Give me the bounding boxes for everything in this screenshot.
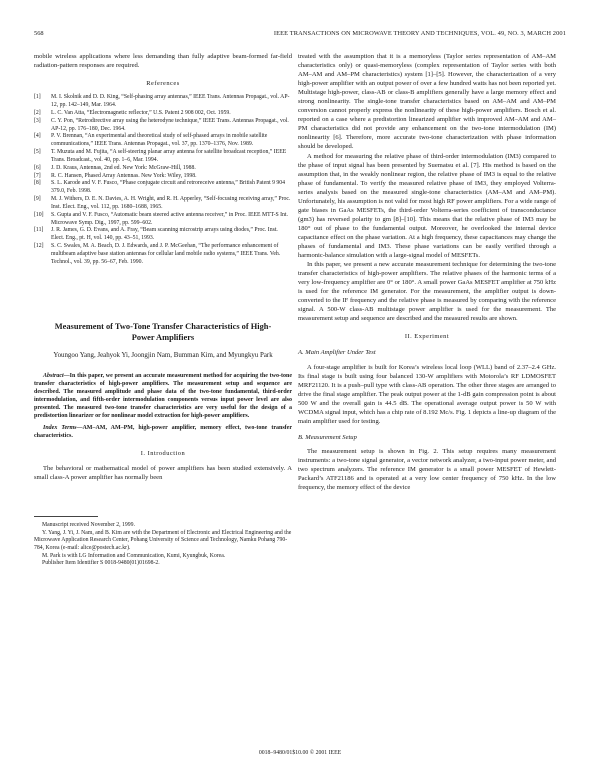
reference-text: S. L. Karode and V. F. Fusco, “Phase conjugate circuit and retroreceive antenna,” British Patent 9 904 379.0, Feb. 1998. [51, 180, 286, 195]
index-terms [34, 424, 292, 440]
reference-number: [7] [34, 172, 41, 179]
reference-number: [5] [34, 149, 41, 156]
subsection-heading: B. Measurement Setup [298, 433, 357, 441]
abstract-label: Abstract— [43, 372, 70, 379]
reference-number: [11] [34, 227, 44, 234]
index-terms-text: AM–AM, AM–PM, high-power amplifier, memory effect, two-tone transfer characteristics. [34, 424, 292, 440]
introduction-heading: I. Introduction [140, 450, 186, 458]
reference-item [34, 165, 292, 173]
footnote: Manuscript received November 2, 1999. [42, 522, 135, 529]
reference-text: J. R. James, G. D. Evans, and A. Fray, “Beam scanning microstrip arrays using diodes,” Proc. Inst. Elect. Eng., pt. H, vol. 140, pp. 43–51, 1993. [51, 227, 278, 242]
reference-number: [9] [34, 196, 41, 203]
reference-item [34, 212, 292, 228]
reference-item [34, 149, 292, 165]
reference-text: L. C. Van Atta, “Electromagnetic reflector,” U.S. Patent 2 908 002, Oct. 1959. [51, 109, 231, 116]
reference-item [34, 196, 292, 212]
reference-text: J. D. Kraus, Antennas, 2nd ed. New York: McGraw-Hill, 1988. [51, 164, 196, 171]
reference-item [34, 94, 292, 110]
left-continuation-paragraph: mobile wireless applications where less demanding than fully adaptive beam-formed far-field radiation-pattern responses are required. [34, 53, 292, 70]
body-paragraph: A method for measuring the relative phase of third-order intermodulation (IM3) compared to the phase of input signal has been presented by Suematsu et al. [7]. His method is based on the assumption that, in the weakly nonlinear region, the relative phase of IM3 is equal to the relative phase of fundamental. To verify the measured relative phase of IM3, they employed Volterra-series analysis based on the measured single-tone characteristics (AM–AM and AM–PM). Unfortunately, his assumption is not valid for most high RF power amplifiers. For a wide range of gate biases in GaAs MESFETs, the third-order Volterra-series coefficient of transconductance (gm3) has reversed polarity to gm [8]–[10]. This means that the relative phase of IM3 may be 180° out of phase to the fundamental output. Moreover, he overlooked the internal device capacitance effect on the phase variation. At a high frequency, these capacitances may change the phases of fundamental and IM3. These phase variations can be easily verified through a harmonic-balance simulation with a large-signal model of MESFETs. [298, 152, 556, 260]
reference-number: [8] [34, 180, 41, 187]
reference-item [34, 243, 292, 267]
footnote-rule [34, 516, 98, 517]
reference-text: P. V. Brennan, “An experimental and theoretical study of self-phased arrays in mobile satellite communications,” IEEE Trans. Antennas Propagat., vol. 37, pp. 1370–1376, Nov. 1989. [51, 133, 268, 148]
body-paragraph: A four-stage amplifier is built for Korea’s wireless local loop (WLL) band of 2.37–2.4 GHz. Its final stage is built using four balanced 130-W amplifiers with Motorola’s RF LDMOSFET MRF21120. It is a push–pull type with class-AB operation. The other three stages are arranged to drive the final stage amplifier. The peak output power at the 1-dB gain compression point is about 500 W and the overall gain is 44.5 dB. The operational average output power is 50 W with WCDMA signal input, which has a chip rate of 8.192 Mc/s. Fig. 1 depicts a line-up diagram of the main amplifier used for testing. [298, 363, 556, 425]
journal-running-head: IEEE TRANSACTIONS ON MICROWAVE THEORY AND TECHNIQUES, VOL. 49, NO. 3, MARCH 2001 [273, 30, 566, 37]
footnote: Publisher Item Identifier S 0018-9480(01)01698-2. [42, 560, 160, 567]
abstract [34, 372, 292, 420]
copyright-footer: 0018–9480/01$10.00 © 2001 IEEE [258, 750, 342, 756]
reference-text: R. C. Hansen, Phased Array Antennas. New York: Wiley, 1998. [51, 172, 197, 179]
subsection-heading: A. Main Amplifier Under Test [298, 349, 376, 357]
reference-number: [3] [34, 117, 41, 124]
body-paragraph: In this paper, we present a new accurate measurement technique for determining the two-tone transfer characteristics of high-power amplifiers. The relative phases of the harmonic terms of a very low-frequency amplifier are 0° or 180°. A small power GaAs MESFET amplifier at 750 kHz is used for the reference IM generator. For the measurement, the amplifier output is down-converted to the IF frequency and the relative phase is measured by comparing with the reference signal. A 500-W class-AB multistage power amplifier is used for the measurement. The measurement setup and sequence are described and the measured results are shown. [298, 261, 556, 323]
right-column [298, 52, 556, 492]
reference-item [34, 227, 292, 243]
reference-text: C. Y. Pon, “Retrodirective array using the heterodyne technique,” IEEE Trans. Antennas Propagat., vol. AP-12, pp. 176–180, Dec. 1964. [51, 117, 289, 132]
reference-item [34, 110, 292, 118]
reference-number: [2] [34, 109, 41, 116]
footnote: M. Park is with LG Information and Communication, Kumi, Kyungbuk, Korea. [42, 552, 226, 559]
reference-number: [6] [34, 164, 41, 171]
body-paragraph: The measurement setup is shown in Fig. 2. This setup requires many measurement instruments: a two-tone signal generator, a vector network analyzer, a two-input power meter, and two spectrum analyzers. The reference IM generator is a small power MESFET of Hewlett-Packard’s ATF21186 and is operated at a very low center frequency of 750 kHz. In the low frequency, the memory effect of the device [298, 447, 556, 492]
references-heading: References [146, 80, 180, 88]
reference-number: [10] [34, 211, 44, 218]
abstract-text: In this paper, we present an accurate measurement method for acquiring the two-tone transfer characteristics of high-power amplifiers. The measurement setup and sequence are described. The measured amplitude and phase data of the two-tone fundamental, third-order intermodulation, and fifth-order intermodulation components versus input power level are also presented. The measured two-tone transfer characteristics are very useful for the design of a predistortion linearizer or for nonlinear model extraction for high-power amplifiers. [34, 372, 292, 419]
reference-text: S. Gupta and V. F. Fusco, “Automatic beam steered active antenna receiver,” in Proc. IEEE MTT-S Int. Microwave Symp. Dig., 1997, pp. 599–602. [51, 211, 288, 226]
reference-text: T. Muzuta and M. Fujita, “A self-steering planar array antenna for satellite broadcast reception,” IEEE Trans. Broadcast., vol. 40, pp. 1–6, Mar. 1994. [51, 149, 287, 163]
paper-title: Measurement of Two-Tone Transfer Characteristics of High-Power Amplifiers [54, 321, 272, 342]
reference-text: M. I. Skolnik and D. D. King, “Self-phasing array antennas,” IEEE Trans. Antennas Propagat., vol. AP-12, pp. 142–149, Mar. 1964. [51, 94, 290, 108]
body-paragraph: treated with the assumption that it is a memoryless (Taylor series representation of AM–AM characteristics only) or quasi-memoryless (complex representation of Taylor series with both AM–AM and AM–PM characteristics) system [1]–[5]. However, the characterization of a very high-power amplifier with an output power of over a few hundred watts has not been reported yet. Multistage high-power, class-AB or class-B amplifiers generally have a large memory effect and strong nonlinearity. The single-tone transfer characteristics based on AM–AM and AM–PM conversion cannot properly express the nonlinearity of these high-power amplifiers. Bosch et al. reported on a case where a predistortion linearized amplifier with improved AM–AM and AM–PM characteristics did not provide any enhancement on the two-tone intermodulation (IM) nonlinearity [6]. Therefore, more accurate two-tone characterization with phase information should be developed. [298, 53, 556, 151]
reference-item [34, 180, 292, 196]
page-number: 568 [34, 30, 44, 37]
reference-number: [12] [34, 243, 44, 250]
reference-text: S. C. Swales, M. A. Beach, D. J. Edwards, and J. P. McGeehan, “The performance enhancement of multibeam adaptive base station antennas for cellular land mobile radio systems,” IEEE Trans. Veh. Technol., vol. 39, pp. 56–67, Feb. 1990. [51, 243, 281, 265]
index-terms-label: Index Terms— [43, 424, 83, 431]
reference-number: [4] [34, 133, 41, 140]
reference-number: [1] [34, 94, 41, 101]
experiment-heading: II. Experiment [404, 333, 450, 341]
reference-item [34, 133, 292, 149]
reference-text: M. J. Withers, D. E. N. Davies, A. H. Wright, and R. H. Apperley, “Self-focusing receiving array,” Proc. Inst. Elect. Eng., vol. 112, pp. 1680–1688, 1965. [51, 196, 291, 210]
introduction-paragraph: The behavioral or mathematical model of power amplifiers has been studied extensively. A small class-A power amplifier has normally been [34, 465, 292, 482]
left-column [34, 52, 292, 568]
page-header [34, 30, 566, 42]
footnote: Y. Yang, J. Yi, J. Nam, and B. Kim are with the Department of Electronic and Electrical Engineering and the Microwave Application Research Center, Pohang University of Science and Technology, Namku Pohang 790-784, Korea (e-mail: alice@postech.ac.kr). [34, 529, 292, 551]
paper-authors: Youngoo Yang, Jeahyok Yi, Joongjin Nam, Bumman Kim, and Myungkyu Park [53, 351, 273, 359]
reference-item [34, 118, 292, 134]
reference-list [34, 94, 292, 267]
footnotes [34, 522, 292, 568]
